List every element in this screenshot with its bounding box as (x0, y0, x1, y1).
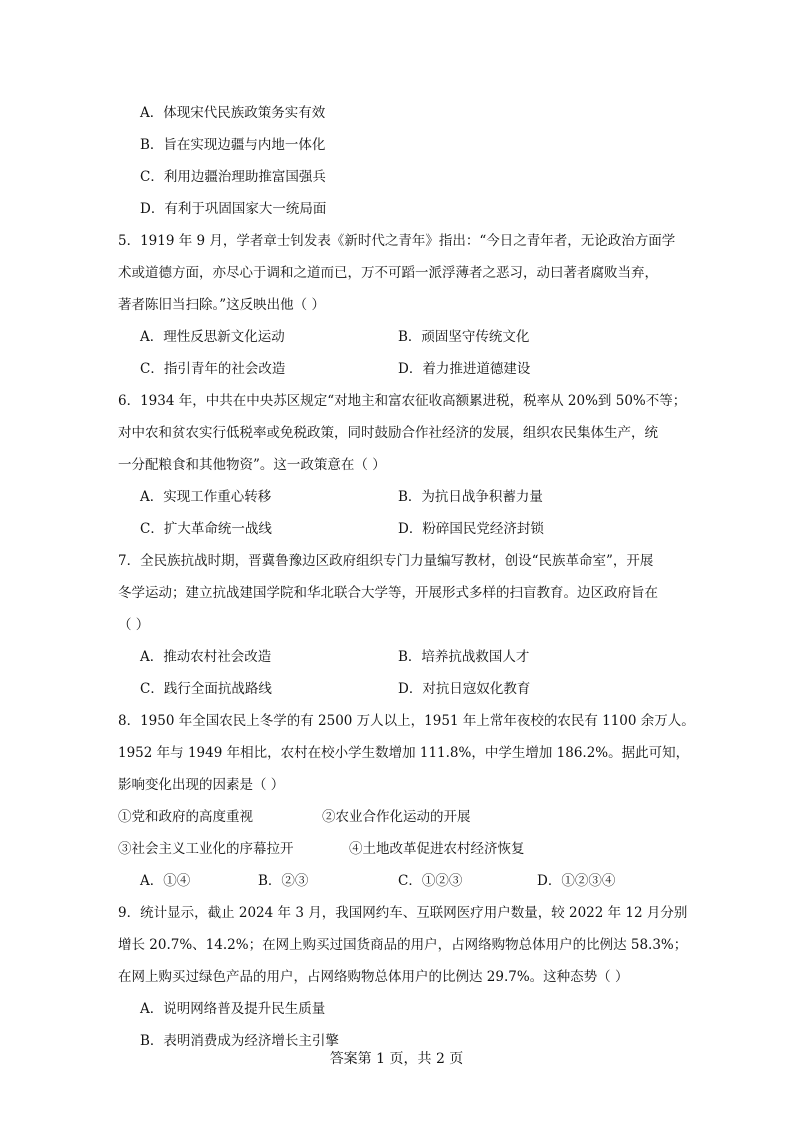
q8-item-1: ①党和政府的高度重视 (118, 809, 253, 825)
q9-option-a: A．说明网络普及提升民生质量 (140, 1001, 326, 1017)
q8-stem-line-2: 1952 年与 1949 年相比，农村在校小学生数增加 111.8%，中学生增加 186.2%。据此可知， (118, 745, 690, 761)
q9-stem-line-3: 在网上购买过绿色产品的用户，占网络购物总体用户的比例达 29.7%。这种态势（ ） (118, 969, 629, 985)
q6-stem-line-1: 6．1934 年，中共在中央苏区规定“对地主和富农征收高额累进税，税率从 20%到 50%不等； (118, 393, 687, 409)
q5-stem-line-1: 5．1919 年 9 月，学者章士钊发表《新时代之青年》指出：“今日之青年者，无论政治方面学 (118, 233, 676, 249)
q5-stem-line-2: 术或道德方面，亦尽心于调和之道而已，万不可蹈一派浮薄者之恶习，动曰著者腐败当弃， (118, 265, 658, 281)
q4-option-a: A．体现宋代民族政策务实有效 (140, 105, 326, 121)
q8-item-3: ③社会主义工业化的序幕拉开 (118, 841, 294, 857)
q4-option-d: D．有利于巩固国家大一统局面 (140, 201, 327, 217)
q6-option-c: C．扩大革命统一战线 (140, 521, 272, 537)
q5-option-d: D．着力推进道德建设 (398, 361, 531, 377)
q5-option-a: A．理性反思新文化运动 (140, 329, 285, 345)
q8-item-2: ②农业合作化运动的开展 (322, 809, 471, 825)
q9-stem-line-2: 增长 20.7%、14.2%；在网上购买过国货商品的用户，占网络购物总体用户的比例达 58.3%； (118, 937, 688, 953)
q8-stem-line-1: 8．1950 年全国农民上冬学的有 2500 万人以上，1951 年上常年夜校的农民有 1100 余万人。 (118, 713, 695, 729)
q7-option-c: C．践行全面抗战路线 (140, 681, 272, 697)
q5-option-c: C．指引青年的社会改造 (140, 361, 286, 377)
q6-option-a: A．实现工作重心转移 (140, 489, 272, 505)
q5-stem-line-3: 著者陈旧当扫除。”这反映出他（ ） (118, 297, 325, 313)
q4-option-b: B．旨在实现边疆与内地一体化 (140, 137, 326, 153)
q8-item-4: ④土地改革促进农村经济恢复 (349, 841, 525, 857)
q6-option-d: D．粉碎国民党经济封锁 (398, 521, 544, 537)
q5-option-b: B．顽固坚守传统文化 (398, 329, 530, 345)
q6-option-b: B．为抗日战争积蓄力量 (398, 489, 543, 505)
q8-option-b: B．②③ (258, 873, 309, 889)
q7-stem-line-2: 冬学运动；建立抗战建国学院和华北联合大学等，开展形式多样的扫盲教育。边区政府旨在 (118, 585, 658, 601)
q6-stem-line-3: 一分配粮食和其他物资”。这一政策意在（ ） (118, 457, 386, 473)
q9-stem-line-1: 9．统计显示，截止 2024 年 3 月，我国网约车、互联网医疗用户数量，较 2022 年 12 月分别 (118, 905, 688, 921)
q7-option-a: A．推动农村社会改造 (140, 649, 272, 665)
q4-option-c: C．利用边疆治理助推富国强兵 (140, 169, 326, 185)
page-footer: 答案第 1 页，共 2 页 (329, 1051, 464, 1067)
q9-option-b: B．表明消费成为经济增长主引擎 (140, 1033, 339, 1049)
q8-option-c: C．①②③ (398, 873, 463, 889)
q7-option-d: D．对抗日寇奴化教育 (398, 681, 531, 697)
q8-option-a: A．①④ (140, 873, 191, 889)
q7-stem-line-3: （ ） (118, 617, 150, 633)
q6-stem-line-2: 对中农和贫农实行低税率或免税政策，同时鼓励合作社经济的发展，组织农民集体生产，统 (118, 425, 658, 441)
q7-option-b: B．培养抗战救国人才 (398, 649, 530, 665)
q8-option-d: D．①②③④ (537, 873, 616, 889)
q7-stem-line-1: 7．全民族抗战时期，晋冀鲁豫边区政府组织专门力量编写教材，创设“民族革命室”，开展 (118, 553, 654, 569)
q8-stem-line-3: 影响变化出现的因素是（ ） (118, 777, 285, 793)
